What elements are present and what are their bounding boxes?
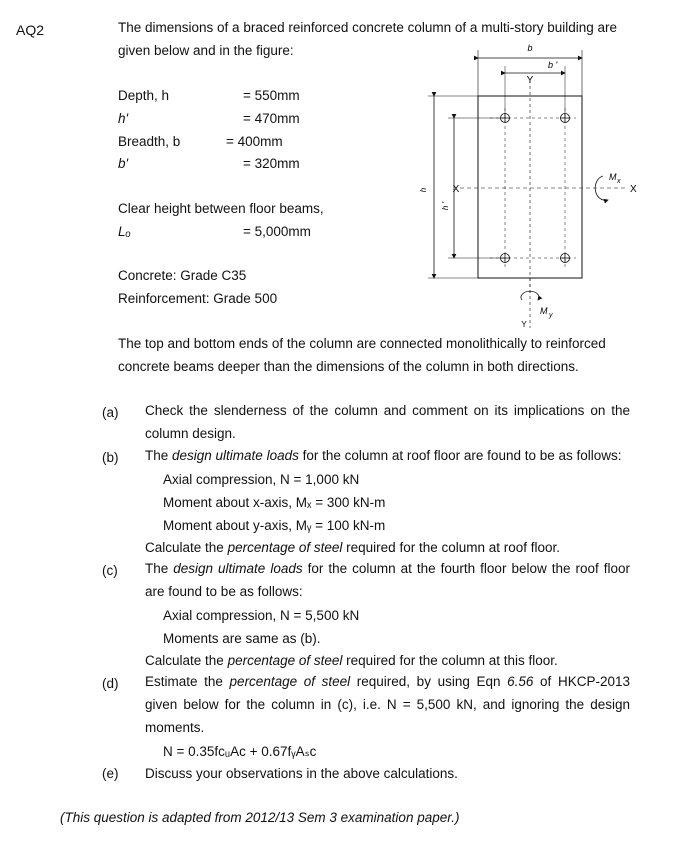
- item-d-text: Estimate the percentage of steel required, by using Eqn 6.56 of HKCP-2013 given below for the column in (c), i.e. N = 5,500 kN, and ignoring the design moments.: [145, 674, 630, 735]
- my-label: M: [540, 306, 548, 316]
- rebar-bottom-right: [560, 253, 570, 263]
- item-c-letter: (c): [102, 563, 118, 578]
- rebar-top-right: [560, 113, 570, 123]
- lo-value: = 5,000mm: [243, 224, 311, 239]
- dim-hprime-value: = 470mm: [243, 111, 300, 126]
- lo-label: Lₒ: [118, 224, 131, 239]
- item-e-letter: (e): [102, 766, 119, 781]
- dim-depth-value: = 550mm: [243, 88, 300, 103]
- concrete-grade: Concrete: Grade C35: [118, 268, 247, 283]
- dim-bprime-label: b': [118, 156, 129, 171]
- ends-note: The top and bottom ends of the column are connected monolithically to reinforced concrete beams deeper than the dimensions of the column in both directions.: [118, 336, 606, 374]
- dim-bprime-value: = 320mm: [243, 156, 300, 171]
- item-e-text: Discuss your observations in the above calculations.: [145, 766, 458, 781]
- item-b-calc: Calculate the percentage of steel required for the column at roof floor.: [145, 540, 561, 555]
- y-bottom-label: Y: [521, 320, 527, 329]
- item-d-formula: N = 0.35fᴄᵤAᴄ + 0.67fᵧAₛᴄ: [163, 744, 317, 759]
- item-c-moments: Moments are same as (b).: [163, 631, 321, 646]
- footnote: (This question is adapted from 2012/13 Sem 3 examination paper.): [60, 810, 460, 825]
- x-left-label: X: [452, 184, 460, 195]
- h-label: h: [419, 187, 428, 193]
- mx-sub: x: [617, 178, 621, 185]
- item-b-letter: (b): [102, 450, 119, 465]
- x-right-label: X: [630, 184, 637, 195]
- intro-paragraph: The dimensions of a braced reinforced concrete column of a multi-story building are given below and in the figure:: [118, 20, 617, 58]
- item-b-axial: Axial compression, N = 1,000 kN: [163, 472, 360, 487]
- dim-depth-label: Depth, h: [118, 88, 170, 103]
- my-sub: y: [549, 312, 553, 319]
- item-c-axial: Axial compression, N = 5,500 kN: [163, 608, 360, 623]
- item-b-text: The design ultimate loads for the column at roof floor are found to be as follows:: [145, 448, 622, 463]
- item-b-my: Moment about y-axis, Mᵧ = 100 kN-m: [163, 518, 386, 533]
- column-section-figure: [420, 38, 650, 338]
- item-c-calc: Calculate the percentage of steel required for the column at this floor.: [145, 653, 558, 668]
- y-top-label: Y: [526, 75, 534, 86]
- dim-hprime-label: h': [118, 111, 129, 126]
- item-d-letter: (d): [102, 676, 119, 691]
- item-b-mx: Moment about x-axis, Mₓ = 300 kN-m: [163, 495, 386, 510]
- dim-breadth-value: = 400mm: [226, 134, 283, 149]
- item-c-text: The design ultimate loads for the column at the fourth floor below the roof floor are found to be as follows:: [145, 561, 631, 599]
- item-a-text: Check the slenderness of the column and comment on its implications on the column design.: [145, 403, 630, 441]
- question-label: AQ2: [16, 22, 45, 38]
- dim-breadth-label: Breadth, b: [118, 134, 181, 149]
- bprime-label: b ': [548, 60, 558, 70]
- clear-height-label: Clear height between floor beams,: [118, 201, 324, 216]
- mx-label: M: [609, 172, 617, 182]
- item-a-letter: (a): [102, 405, 119, 420]
- hprime-label: h ': [441, 201, 450, 211]
- reinforcement-grade: Reinforcement: Grade 500: [118, 291, 278, 306]
- b-label: b: [527, 43, 533, 53]
